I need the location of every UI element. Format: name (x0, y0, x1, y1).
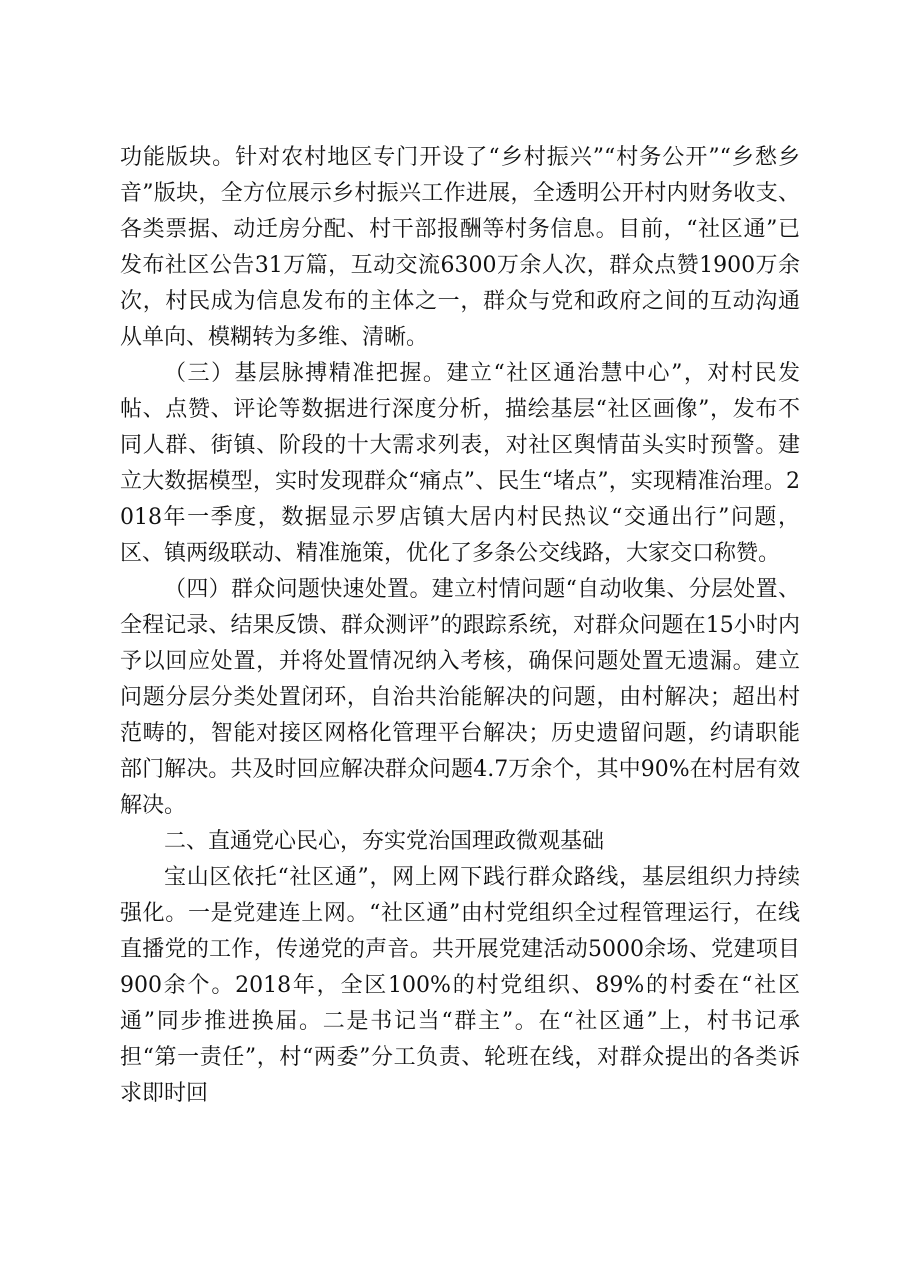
paragraph-section-3: （三）基层脉搏精准把握。建立“社区通治慧中心”，对村民发帖、点赞、评论等数据进行深度分析，描绘基层“社区画像”，发布不同人群、街镇、阶段的十大需求列表，对社区舆情苗头实时预警。建立大数据模型，实时发现群众“痛点”、民生“堵点”，实现精准治理。2018年一季度，数据显示罗店镇大居内村民热议“交通出行”问题，区、镇两级联动、精准施策，优化了多条公交线路，大家交口称赞。 (120, 361, 800, 566)
paragraph-party-building: 宝山区依托“社区通”，网上网下践行群众路线，基层组织力持续强化。一是党建连上网。“社区通”由村党组织全过程管理运行，在线直播党的工作，传递党的声音。共开展党建活动5000余场、党建项目900余个。2018年，全区100%的村党组织、89%的村委在“社区通”同步推进换届。二是书记当“群主”。在“社区通”上，村书记承担“第一责任”，村“两委”分工负责、轮班在线，对群众提出的各类诉求即时回 (120, 865, 800, 1106)
document-page (120, 140, 800, 1112)
paragraph-section-4: （四）群众问题快速处置。建立村情问题“自动收集、分层处置、全程记录、结果反馈、群众测评”的跟踪系统，对群众问题在15小时内予以回应处置，并将处置情况纳入考核，确保问题处置无遗漏。建立问题分层分类处置闭环，自治共治能解决的问题，由村解决；超出村范畴的，智能对接区网格化管理平台解决；历史遗留问题，约请职能部门解决。共及时回应解决群众问题4.7万余个，其中90%在村居有效解决。 (120, 577, 800, 818)
paragraph-continuation: 功能版块。针对农村地区专门开设了“乡村振兴”“村务公开”“乡愁乡音”版块，全方位展示乡村振兴工作进展，全透明公开村内财务收支、各类票据、动迁房分配、村干部报酬等村务信息。目前，“社区通”已发布社区公告31万篇，互动交流6300万余人次，群众点赞1900万余次，村民成为信息发布的主体之一，群众与党和政府之间的互动沟通从单向、模糊转为多维、清晰。 (120, 145, 800, 350)
section-heading: 二、直通党心民心，夯实党治国理政微观基础 (164, 829, 605, 854)
